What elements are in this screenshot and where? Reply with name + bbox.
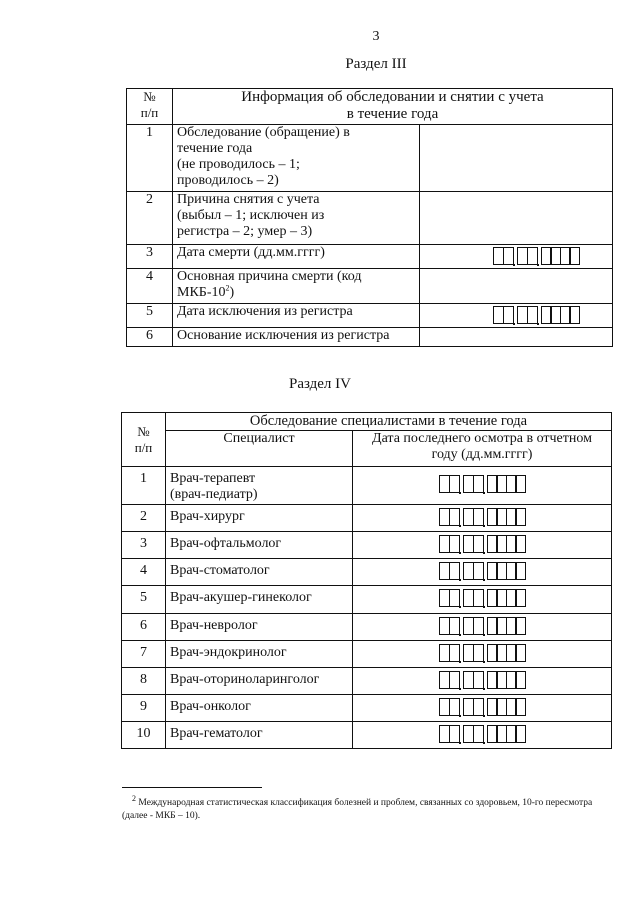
date-separator-dot — [458, 617, 463, 635]
number-header: № п/п — [127, 89, 173, 125]
last-exam-date-cell[interactable] — [353, 641, 612, 668]
section-3-header-row — [127, 89, 613, 125]
specialist-name: Врач-офтальмолог — [166, 532, 353, 559]
specialist-row — [122, 641, 612, 668]
row-label — [173, 269, 420, 304]
date-digit-box[interactable] — [515, 562, 526, 580]
row-label-text: Дата смерти (дд.мм.гггг) — [177, 245, 325, 260]
row-label — [173, 125, 420, 192]
row-number: 6 — [122, 614, 166, 641]
specialist-row — [122, 505, 612, 532]
section-3-row — [127, 328, 613, 347]
row-number: 7 — [122, 641, 166, 668]
row-label-text: Обследование (обращение) в течение года (не проводилось – 1; проводилось – 2) — [177, 125, 350, 188]
footnote — [122, 793, 612, 823]
date-separator-dot — [482, 475, 487, 493]
specialist-name: Врач-акушер-гинеколог — [166, 586, 353, 614]
section-3-row — [127, 125, 613, 192]
row-label-text: Причина снятия с учета (выбыл – 1; исключен из регистра – 2; умер – 3) — [177, 192, 325, 239]
date-digit-box[interactable] — [515, 725, 526, 743]
date-digit-box[interactable] — [515, 617, 526, 635]
section-3-title: Раздел III — [345, 56, 407, 72]
row-number: 2 — [127, 192, 173, 245]
last-exam-date-cell[interactable] — [353, 586, 612, 614]
footnote-rule — [122, 787, 262, 788]
section-4-subheader-row — [122, 431, 612, 467]
date-separator-dot — [458, 475, 463, 493]
section-3-row — [127, 304, 613, 328]
section-4-title: Раздел IV — [288, 376, 351, 392]
date-separator-dot — [458, 725, 463, 743]
date-digit-box[interactable] — [515, 535, 526, 553]
date-input-boxes[interactable] — [353, 508, 611, 526]
date-digit-box[interactable] — [515, 589, 526, 607]
row-number: 8 — [122, 668, 166, 695]
section-3-row — [127, 269, 613, 304]
section-4-header-row — [122, 413, 612, 431]
last-exam-date-cell[interactable] — [353, 559, 612, 586]
value-cell[interactable] — [420, 192, 613, 245]
row-number: 9 — [122, 695, 166, 722]
date-input-boxes[interactable] — [353, 589, 611, 607]
specialist-name: Врач-гематолог — [166, 722, 353, 749]
date-input-boxes[interactable] — [353, 644, 611, 662]
number-header: № п/п — [122, 413, 166, 467]
specialist-header: Специалист — [166, 431, 353, 467]
section-4-table — [121, 412, 612, 749]
page-number: 3 — [372, 29, 380, 44]
specialist-name: Врач-хирург — [166, 505, 353, 532]
date-digit-box[interactable] — [515, 644, 526, 662]
specialist-row — [122, 532, 612, 559]
row-number: 5 — [127, 304, 173, 328]
row-number: 5 — [122, 586, 166, 614]
row-number: 1 — [122, 467, 166, 505]
specialist-name: Врач-оториноларинголог — [166, 668, 353, 695]
specialist-name: Врач-терапевт (врач-педиатр) — [166, 467, 353, 505]
date-input-boxes[interactable] — [353, 562, 611, 580]
info-header: Информация об обследовании и снятии с учета в течение года — [173, 89, 613, 125]
date-separator-dot — [458, 562, 463, 580]
date-separator-dot — [482, 644, 487, 662]
date-separator-dot — [482, 535, 487, 553]
footnote-reference: 2 — [225, 283, 230, 293]
date-input-boxes[interactable] — [460, 247, 612, 265]
row-number: 1 — [127, 125, 173, 192]
date-separator-dot — [458, 508, 463, 526]
date-separator-dot — [482, 617, 487, 635]
specialist-row — [122, 668, 612, 695]
last-exam-date-cell[interactable] — [353, 532, 612, 559]
section-3-row — [127, 192, 613, 245]
date-separator-dot — [482, 562, 487, 580]
date-separator-dot — [458, 644, 463, 662]
date-input-boxes[interactable] — [460, 306, 612, 324]
row-number: 3 — [127, 245, 173, 269]
section-3-row — [127, 245, 613, 269]
last-exam-date-cell[interactable] — [353, 668, 612, 695]
date-input-boxes[interactable] — [353, 475, 611, 493]
specialist-row — [122, 586, 612, 614]
specialist-name: Врач-стоматолог — [166, 559, 353, 586]
date-separator-dot — [482, 671, 487, 689]
last-exam-date-header: Дата последнего осмотра в отчетном году (дд.мм.гггг) — [353, 431, 612, 467]
footnote-text: Международная статистическая классификация болезней и проблем, связанных со здоровьем, 10-го пересмотра (далее - МКБ – 10). — [122, 798, 593, 821]
date-separator-dot — [536, 247, 541, 265]
value-cell[interactable] — [420, 125, 613, 192]
row-number: 3 — [122, 532, 166, 559]
date-digit-box[interactable] — [515, 475, 526, 493]
last-exam-date-cell[interactable] — [353, 505, 612, 532]
value-cell[interactable] — [420, 269, 613, 304]
date-separator-dot — [482, 725, 487, 743]
last-exam-date-cell[interactable] — [353, 614, 612, 641]
date-separator-dot — [458, 535, 463, 553]
row-number: 6 — [127, 328, 173, 347]
specialist-name: Врач-онколог — [166, 695, 353, 722]
date-separator-dot — [512, 306, 517, 324]
specialist-name: Врач-невролог — [166, 614, 353, 641]
section-3-table — [126, 88, 613, 347]
value-cell[interactable] — [420, 328, 613, 347]
row-label — [173, 304, 420, 328]
specialist-row — [122, 614, 612, 641]
row-label-suffix: ) — [229, 285, 235, 300]
date-separator-dot — [482, 698, 487, 716]
date-value-cell[interactable] — [420, 304, 613, 328]
last-exam-date-cell[interactable] — [353, 722, 612, 749]
specialists-group-header: Обследование специалистами в течение года — [166, 413, 612, 431]
specialist-name: Врач-эндокринолог — [166, 641, 353, 668]
row-label-text: Дата исключения из регистра — [177, 304, 353, 319]
specialist-row — [122, 559, 612, 586]
date-separator-dot — [458, 589, 463, 607]
date-separator-dot — [458, 671, 463, 689]
date-value-cell[interactable] — [420, 245, 613, 269]
date-digit-box[interactable] — [569, 306, 580, 324]
date-digit-box[interactable] — [515, 508, 526, 526]
date-input-boxes[interactable] — [353, 617, 611, 635]
date-separator-dot — [512, 247, 517, 265]
row-number: 4 — [127, 269, 173, 304]
date-digit-box[interactable] — [515, 671, 526, 689]
row-number: 4 — [122, 559, 166, 586]
date-digit-box[interactable] — [515, 698, 526, 716]
row-number: 2 — [122, 505, 166, 532]
date-input-boxes[interactable] — [353, 698, 611, 716]
date-input-boxes[interactable] — [353, 725, 611, 743]
date-digit-box[interactable] — [569, 247, 580, 265]
last-exam-date-cell[interactable] — [353, 695, 612, 722]
date-input-boxes[interactable] — [353, 671, 611, 689]
specialist-row — [122, 695, 612, 722]
row-label — [173, 192, 420, 245]
row-label — [173, 245, 420, 269]
row-number: 10 — [122, 722, 166, 749]
row-label — [173, 328, 420, 347]
footnote-mark: 2 — [132, 793, 136, 803]
date-separator-dot — [482, 508, 487, 526]
date-input-boxes[interactable] — [353, 535, 611, 553]
date-separator-dot — [458, 698, 463, 716]
date-separator-dot — [536, 306, 541, 324]
specialist-row — [122, 722, 612, 749]
specialist-row — [122, 467, 612, 505]
last-exam-date-cell[interactable] — [353, 467, 612, 505]
row-label-text: Основание исключения из регистра — [177, 328, 390, 343]
date-separator-dot — [482, 589, 487, 607]
row-label-text: Основная причина смерти (код МКБ-10 — [177, 269, 362, 300]
